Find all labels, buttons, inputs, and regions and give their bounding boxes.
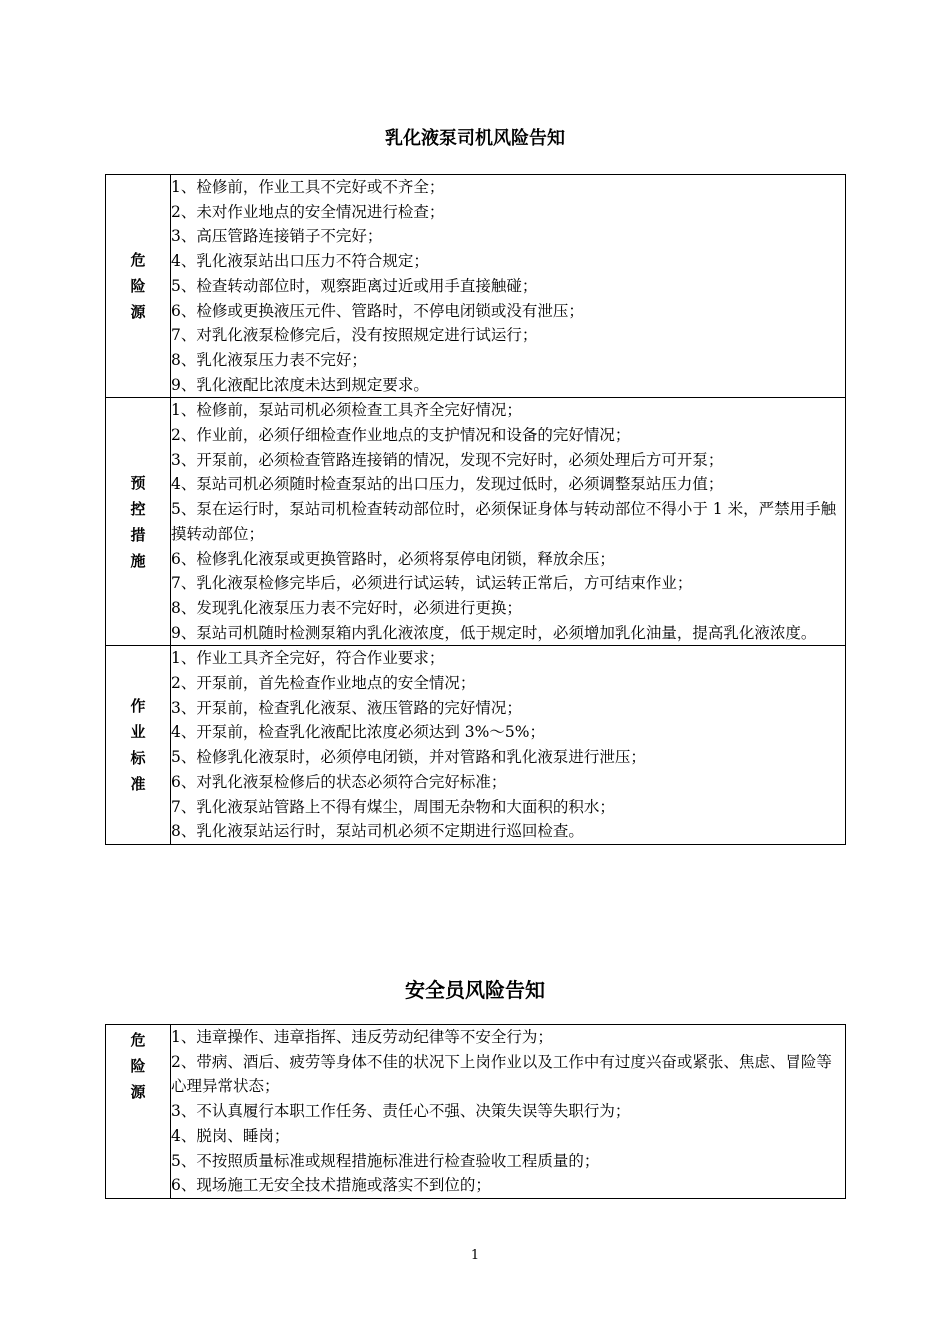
list-item: 6、对乳化液泵检修后的状态必须符合完好标准； <box>171 772 507 791</box>
list-item: 3、开泵前，必须检查管路连接销的情况，发现不完好时，必须处理后方可开泵； <box>171 450 724 469</box>
list-item: 1、违章操作、违章指挥、违反劳动纪律等不安全行为； <box>171 1028 553 1046</box>
list-item: 4、泵站司机必须随时检查泵站的出口压力，发现过低时，必须调整泵站压力值； <box>171 475 724 494</box>
section-row <box>106 646 846 845</box>
page-title-safety-officer: 安全员风险告知 <box>405 978 545 1002</box>
section-label-char: 险 <box>130 1057 146 1075</box>
risk-table-safety-officer <box>105 1024 846 1199</box>
list-item: 7、乳化液泵检修完毕后，必须进行试运转，试运转正常后，方可结束作业； <box>171 574 693 593</box>
section-label-char: 危 <box>130 1031 146 1049</box>
list-item: 1、检修前，泵站司机必须检查工具齐全完好情况； <box>171 401 522 420</box>
section-label-char: 控 <box>130 499 146 518</box>
page-title-pump-operator: 乳化液泵司机风险告知 <box>385 128 565 149</box>
list-item: 8、乳化液泵压力表不完好； <box>171 350 367 369</box>
list-item: 1、作业工具齐全完好，符合作业要求； <box>171 649 445 668</box>
list-item: 2、未对作业地点的安全情况进行检查； <box>171 202 445 221</box>
list-item: 5、泵在运行时，泵站司机检查转动部位时，必须保证身体与转动部位不得小于 1 米，严禁用手触摸转动部位； <box>171 500 837 543</box>
list-item: 3、高压管路连接销子不完好； <box>171 227 383 246</box>
section-content <box>171 1025 846 1199</box>
list-item: 5、检查转动部位时，观察距离过近或用手直接触碰； <box>171 276 538 295</box>
list-item: 1、检修前，作业工具不完好或不齐全； <box>171 178 445 196</box>
section-content <box>171 398 846 646</box>
list-item: 7、乳化液泵站管路上不得有煤尘，周围无杂物和大面积的积水； <box>171 797 615 816</box>
page-number: 1 <box>470 1248 480 1263</box>
list-item: 7、对乳化液泵检修完后，没有按照规定进行试运行； <box>171 326 538 345</box>
section-label-char: 标 <box>130 749 146 768</box>
list-item: 5、检修乳化液泵时，必须停电闭锁，并对管路和乳化液泵进行泄压； <box>171 748 646 767</box>
section-content <box>171 646 846 845</box>
list-item: 8、乳化液泵站运行时，泵站司机必须不定期进行巡回检查。 <box>171 822 584 841</box>
section-label <box>106 1025 171 1199</box>
list-item: 6、检修乳化液泵或更换管路时，必须将泵停电闭锁，释放余压； <box>171 549 615 568</box>
section-row <box>106 1025 846 1199</box>
risk-table-pump-operator <box>105 174 846 845</box>
section-label-char: 业 <box>130 723 146 742</box>
section-label-char: 措 <box>130 525 146 544</box>
section-label-char: 施 <box>130 551 146 570</box>
list-item: 3、开泵前，检查乳化液泵、液压管路的完好情况； <box>171 698 522 717</box>
list-item: 9、乳化液配比浓度未达到规定要求。 <box>171 375 429 394</box>
section-label-char: 预 <box>130 473 146 492</box>
list-item: 6、现场施工无安全技术措施或落实不到位的； <box>171 1176 491 1195</box>
section-label <box>106 175 171 398</box>
list-item: 8、发现乳化液泵压力表不完好时，必须进行更换； <box>171 598 522 617</box>
section-row <box>106 398 846 646</box>
section-label-char: 源 <box>130 1083 146 1101</box>
list-item: 4、脱岗、睡岗； <box>171 1126 290 1145</box>
section-label-char: 危 <box>130 251 146 270</box>
section-label-char: 险 <box>130 277 146 296</box>
section-label-char: 作 <box>130 697 146 716</box>
list-item: 2、开泵前，首先检查作业地点的安全情况； <box>171 674 476 693</box>
list-item: 9、泵站司机随时检测泵箱内乳化液浓度，低于规定时，必须增加乳化油量，提高乳化液浓度。 <box>171 623 817 642</box>
section-label <box>106 398 171 646</box>
section-label-char: 源 <box>130 303 146 322</box>
list-item: 5、不按照质量标准或规程措施标准进行检查验收工程质量的； <box>171 1151 600 1170</box>
list-item: 4、乳化液泵站出口压力不符合规定； <box>171 252 429 271</box>
list-item: 2、作业前，必须仔细检查作业地点的支护情况和设备的完好情况； <box>171 426 631 445</box>
list-item: 4、开泵前，检查乳化液配比浓度必须达到 3%～5%； <box>171 723 545 742</box>
section-content <box>171 175 846 398</box>
list-item: 6、检修或更换液压元件、管路时，不停电闭锁或没有泄压； <box>171 301 584 320</box>
list-item: 2、带病、酒后、疲劳等身体不佳的状况下上岗作业以及工作中有过度兴奋或紧张、焦虑、冒险等心理异常状态； <box>171 1052 832 1096</box>
section-label <box>106 646 171 845</box>
section-row <box>106 175 846 398</box>
list-item: 3、不认真履行本职工作任务、责任心不强、决策失误等失职行为； <box>171 1102 631 1121</box>
section-label-char: 准 <box>130 775 146 794</box>
